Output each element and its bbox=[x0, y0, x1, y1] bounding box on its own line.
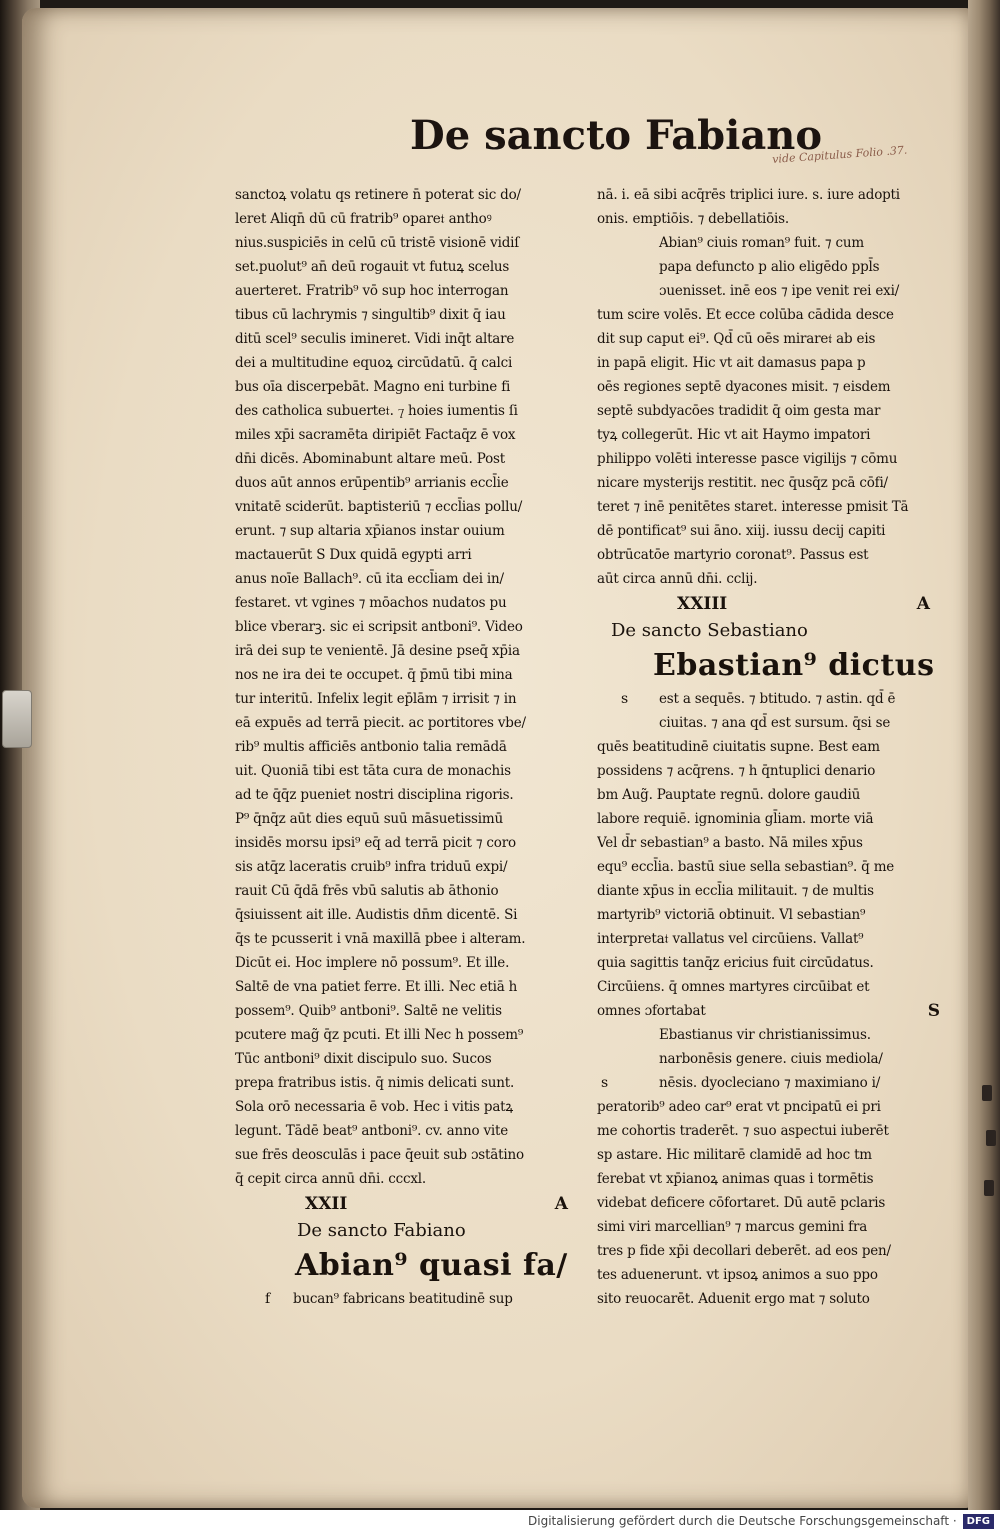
chapter-incipit: Ebastian⁹ dictus bbox=[653, 648, 935, 683]
guide-letter: s bbox=[601, 1075, 609, 1091]
guide-letter: s bbox=[621, 691, 629, 707]
text-line: narbonēsis genere. ciuis mediola/ bbox=[659, 1051, 883, 1067]
footer-credit: Digitalisierung gefördert durch die Deutsche Forschungsgemeinschaft · bbox=[528, 1514, 957, 1528]
text-line: vnitatē sciderūt. baptisteriū ⁊ eccl̄ias pollu/ bbox=[235, 499, 523, 515]
text-line: legunt. Tādē beat⁹ antboni⁹. cv. anno vite bbox=[235, 1123, 509, 1139]
text-line: equ⁹ eccl̄ia. bastū siue sella sebastian⁹. q̄ me bbox=[597, 859, 895, 875]
text-line: insidēs morsu ipsi⁹ eq̄ ad terrā picit ⁊ coro bbox=[235, 835, 516, 851]
text-line: obtrūcatōe martyrio coronat⁹. Passus est bbox=[597, 547, 869, 563]
text-line: tyꝝ collegerūt. Hic vt ait Haymo impatori bbox=[597, 427, 871, 443]
text-line: anus noīe Ballach⁹. cū ita eccl̄iam dei in/ bbox=[235, 571, 504, 587]
text-line: bm Aug̃. Pauptate regnū. dolore gaudiū bbox=[597, 787, 861, 803]
text-line: rauit Cū q̄dā frēs vbū salutis ab āthonio bbox=[235, 883, 499, 899]
next-page-edge bbox=[968, 0, 1000, 1532]
right-column-text-mid bbox=[597, 303, 940, 591]
chapter-title: De sancto Fabiano bbox=[297, 1220, 466, 1241]
sebastian-etymology bbox=[597, 687, 940, 1023]
text-line: ad te q̄q̄z pueniet nostri disciplina rigoris. bbox=[235, 787, 514, 803]
text-line: nius.suspiciēs in celū cū tristē visionē vidiſ bbox=[235, 235, 520, 251]
running-head: De sancto Fabiano bbox=[410, 112, 822, 159]
text-line: papa defuncto p alio eligēdo ppl̄s bbox=[659, 259, 880, 275]
text-line: onis. emptiōis. ⁊ debellatiōis. bbox=[597, 211, 789, 227]
edge-ink-mark bbox=[982, 1085, 992, 1101]
text-line: rib⁹ multis afficiēs antbonio talia remādā bbox=[235, 739, 507, 755]
guide-letter-row bbox=[597, 1023, 940, 1311]
chapter-mark: A bbox=[916, 594, 930, 614]
text-line: ditū scel⁹ seculis imineret. Vidi inq̄t altare bbox=[235, 331, 515, 347]
text-line: bucan⁹ fabricans beatitudinē sup bbox=[293, 1291, 513, 1307]
text-line: blice vberarꝫ. sic ei scripsit antboni⁹. Video bbox=[235, 619, 523, 635]
text-line: Sola orō necessaria ē vob. Hec i vitis patꝝ bbox=[235, 1099, 513, 1115]
text-line: sito reuocarēt. Aduenit ergo mat ⁊ soluto bbox=[597, 1291, 870, 1307]
text-line: sue frēs deosculās i pace q̄euit sub ɔstātino bbox=[235, 1147, 524, 1163]
footer-bar bbox=[0, 1510, 1000, 1532]
text-line: possidens ⁊ acq̄rens. ⁊ h q̄ntuplici denario bbox=[597, 763, 876, 779]
text-line: omnes ɔfortabat bbox=[597, 1003, 706, 1019]
text-line: quia sagittis tanq̄z ericius fuit circūdatus. bbox=[597, 955, 874, 971]
text-line: tes aduenerunt. vt ipsoꝝ animos a suo ppo bbox=[597, 1267, 878, 1283]
text-line: Ebastianus vir christianissimus. bbox=[659, 1027, 871, 1043]
guide-letter: f bbox=[265, 1291, 271, 1307]
right-column bbox=[597, 183, 940, 1311]
chapter-mark: A bbox=[554, 1194, 568, 1214]
text-line: uit. Quoniā tibi est tāta cura de monachis bbox=[235, 763, 511, 779]
text-line: sanctoꝝ volatu qs retinere n̄ poterat sic do/ bbox=[235, 187, 521, 203]
text-line: auerteret. Fratrib⁹ vō sup hoc interrogan bbox=[235, 283, 509, 299]
text-line: nicare mysterijs restitit. nec q̄usq̄z pcā cōfi/ bbox=[597, 475, 888, 491]
text-line: Saltē de vna patiet ferre. Et illi. Nec etiā h bbox=[235, 979, 518, 995]
text-line: mactauerūt S Dux quidā egypti arri bbox=[235, 547, 472, 563]
text-line: festaret. vt vgines ⁊ mōachos nudatos pu bbox=[235, 595, 507, 611]
guide-letter-row bbox=[597, 687, 940, 1023]
edge-ink-mark bbox=[984, 1180, 994, 1196]
text-line: ciuitas. ⁊ ana qd̄ est sursum. q̄si se bbox=[659, 715, 891, 731]
text-line: tum scire volēs. Et ecce colūba cādida desce bbox=[597, 307, 894, 323]
text-line: q̄siuissent ait ille. Audistis dn̄m dicentē. Si bbox=[235, 907, 518, 923]
guide-letter-row bbox=[235, 1287, 578, 1311]
text-line: dē pontificat⁹ sui āno. xiij. iussu decij capiti bbox=[597, 523, 886, 539]
text-line: diante xp̄us in eccl̄ia militauit. ⁊ de multis bbox=[597, 883, 874, 899]
text-line: q̄s te pcusserit i vnā maxillā pbee i alteram. bbox=[235, 931, 526, 947]
text-line: philippo volēti interesse pasce vigilijs ⁊ cōmu bbox=[597, 451, 898, 467]
text-line: septē subdyacōes tradidit q̄ oim gesta mar bbox=[597, 403, 881, 419]
left-column-text bbox=[235, 183, 578, 1191]
text-line: me cohortis traderēt. ⁊ suo aspectui iuberēt bbox=[597, 1123, 889, 1139]
text-line: ɔuenisset. inē eos ⁊ ipe venit rei exi/ bbox=[659, 283, 900, 299]
text-line: sis atq̄z laceratis cruib⁹ infra triduū expi/ bbox=[235, 859, 508, 875]
chapter-title: De sancto Sebastiano bbox=[611, 620, 808, 641]
text-line: erunt. ⁊ sup altaria xp̄ianos instar ouium bbox=[235, 523, 505, 539]
left-column-continuation bbox=[293, 1287, 578, 1311]
text-line: tres p fide xp̄i decollari deberēt. ad eos pen/ bbox=[597, 1243, 891, 1259]
text-line: tur interitū. Infelix legit ep̄lām ⁊ irrisit ⁊ in bbox=[235, 691, 517, 707]
text-line: ferebat vt xp̄ianoꝝ animas quas i tormētis bbox=[597, 1171, 874, 1187]
text-line: dn̄i dicēs. Abominabunt altare meū. Post bbox=[235, 451, 505, 467]
text-line: q̄ cepit circa annū dn̄i. cccxl. bbox=[235, 1171, 426, 1187]
text-line: Vel d̄r sebastian⁹ a basto. Nā miles xp̄us bbox=[597, 835, 863, 851]
text-line: dei a multitudine equoꝝ circūdatū. q̄ calci bbox=[235, 355, 513, 371]
text-line: P⁹ q̄nq̄z aūt dies equū suū māsuetissimū bbox=[235, 811, 503, 827]
sebastian-life-text bbox=[597, 1023, 940, 1311]
edge-ink-mark bbox=[986, 1130, 996, 1146]
text-line: in papā eligit. Hic vt ait damasus papa p bbox=[597, 355, 866, 371]
chapter-heading-row bbox=[235, 1191, 578, 1217]
text-line: simi viri marcellian⁹ ⁊ marcus gemini fra bbox=[597, 1219, 868, 1235]
text-line: oēs regiones septē dyacones misit. ⁊ eisdem bbox=[597, 379, 891, 395]
text-line: bus oīa discerpebāt. Magno eni turbine fi bbox=[235, 379, 511, 395]
text-line: tibus cū lachrymis ⁊ singultib⁹ dixit q̄ iau bbox=[235, 307, 506, 323]
text-line: nos ne ira dei te occupet. q̄ p̄mū tibi mina bbox=[235, 667, 513, 683]
text-line: dit sup caput ei⁹. Qd̄ cū oēs mirare𝔱 ab eis bbox=[597, 331, 876, 347]
text-line: labore requiē. ignominia gl̄iam. morte viā bbox=[597, 811, 874, 827]
text-line: est a sequēs. ⁊ btitudo. ⁊ astin. qd̄ ē bbox=[659, 691, 896, 707]
text-line: sp astare. Hic militarē clamidē ad hoc tm bbox=[597, 1147, 872, 1163]
text-line: Abian⁹ ciuis roman⁹ fuit. ⁊ cum bbox=[659, 235, 864, 251]
text-line: prepa fratribus istis. q̄ nimis delicati sunt. bbox=[235, 1075, 515, 1091]
text-line: peratorib⁹ adeo car⁹ erat vt pncipatū ei pri bbox=[597, 1099, 881, 1115]
dfg-logo: DFG bbox=[963, 1514, 994, 1529]
chapter-number: XXIII bbox=[677, 594, 728, 614]
text-line: quēs beatitudinē ciuitatis supne. Best eam bbox=[597, 739, 880, 755]
text-line: nēsis. dyocleciano ⁊ maximiano i/ bbox=[659, 1075, 881, 1091]
text-line: eā expuēs ad terrā piecit. ac portitores vbe/ bbox=[235, 715, 526, 731]
chapter-heading-row bbox=[597, 591, 940, 617]
text-line: pcutere mag̃ q̄z pcuti. Et illi Nec h possem⁹ bbox=[235, 1027, 524, 1043]
text-line: possem⁹. Quib⁹ antboni⁹. Saltē ne velitis bbox=[235, 1003, 502, 1019]
chapter-incipit: Abian⁹ quasi fa/ bbox=[295, 1248, 568, 1283]
text-line: interpreta𝔱 vallatus vel circūiens. Vallat⁹ bbox=[597, 931, 864, 947]
text-line: irā dei sup te venientē. Jā desine pseq̄ xp̄ia bbox=[235, 643, 520, 659]
text-line: Dicūt ei. Hoc implere nō possum⁹. Et ille. bbox=[235, 955, 510, 971]
text-line: miles xp̄i sacramēta diripiēt Factaq̄z ē vox bbox=[235, 427, 516, 443]
section-mark: S bbox=[927, 1001, 940, 1021]
left-column bbox=[235, 183, 578, 1311]
text-line: teret ⁊ inē penitētes staret. interesse pmisit Tā bbox=[597, 499, 909, 515]
text-line: set.puolut⁹ an̄ deū rogauit vt futuꝝ scelus bbox=[235, 259, 510, 275]
page-clip bbox=[2, 690, 32, 748]
text-line: nā. i. eā sibi acq̄rēs triplici iure. s. iure adopti bbox=[597, 187, 900, 203]
right-column-text-top bbox=[597, 183, 940, 231]
handwritten-margin-note: vide Capitulus Folio .37. bbox=[771, 143, 908, 166]
text-line: videbat deficere cōfortaret. Dū autē pclaris bbox=[597, 1195, 886, 1211]
text-line: des catholica subuerte𝔱. ⁊ hoies iumentis ſi bbox=[235, 403, 518, 419]
text-line: Tūc antboni⁹ dixit discipulo suo. Sucos bbox=[235, 1051, 492, 1067]
fabian-paragraph bbox=[597, 231, 940, 303]
text-line: duos aūt annos erūpentib⁹ arrianis eccl̄ie bbox=[235, 475, 509, 491]
text-line: martyrib⁹ victoriā obtinuit. Vl sebastian⁹ bbox=[597, 907, 866, 923]
text-line: leret Aliqn̄ dū cū fratrib⁹ opare𝔱 anthoꝰ bbox=[235, 211, 492, 227]
chapter-number: XXII bbox=[305, 1194, 348, 1214]
text-line: aūt circa annū dn̄i. cclij. bbox=[597, 571, 758, 587]
text-line: Circūiens. q̄ omnes martyres circūibat et bbox=[597, 979, 870, 995]
